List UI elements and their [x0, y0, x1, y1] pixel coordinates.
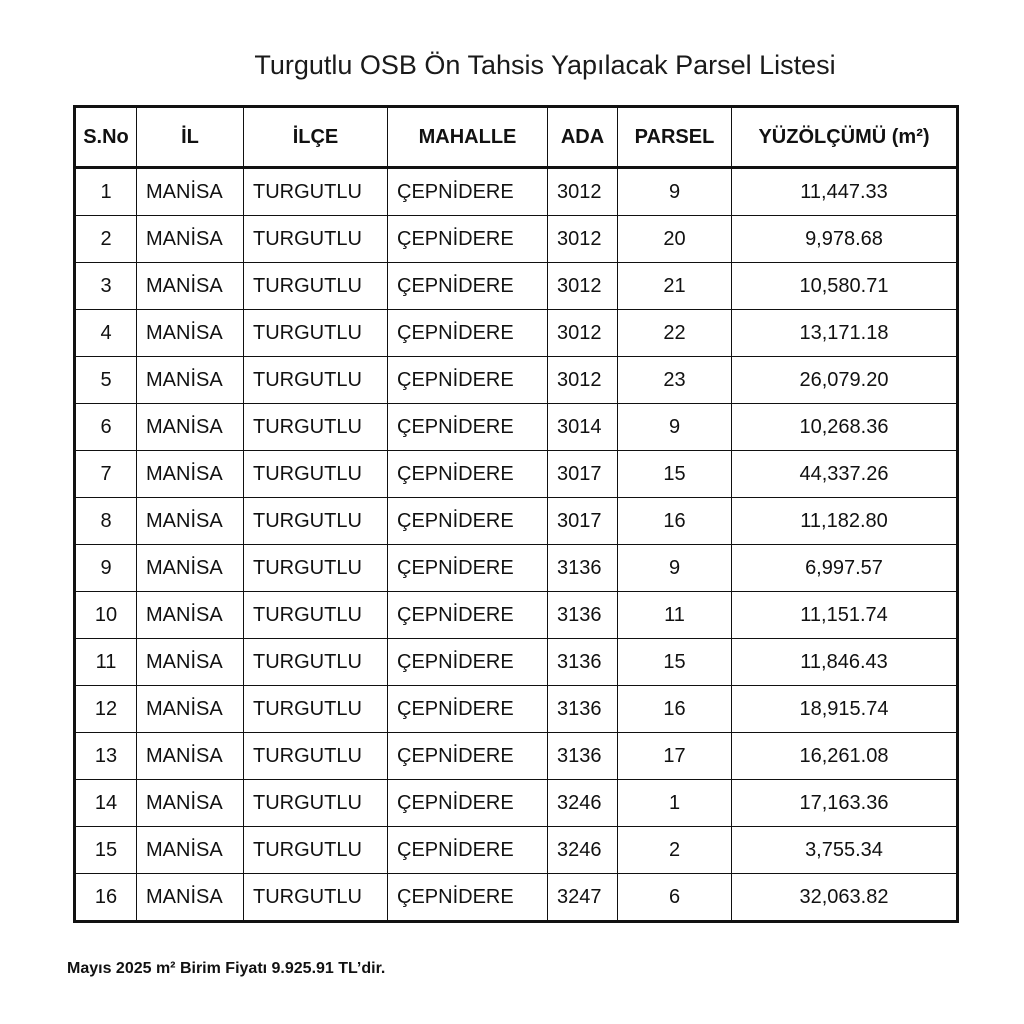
cell-sno: 15	[75, 827, 137, 874]
cell-il: MANİSA	[137, 357, 244, 404]
table-row	[75, 545, 958, 592]
cell-il: MANİSA	[137, 545, 244, 592]
cell-ilce: TURGUTLU	[244, 733, 388, 780]
cell-sno: 5	[75, 357, 137, 404]
cell-il: MANİSA	[137, 639, 244, 686]
cell-ilce: TURGUTLU	[244, 263, 388, 310]
cell-ada: 3246	[548, 827, 618, 874]
cell-mahalle: ÇEPNİDERE	[388, 451, 548, 498]
cell-yuzolcumu: 11,182.80	[732, 498, 958, 545]
cell-ada: 3136	[548, 639, 618, 686]
cell-ada: 3017	[548, 451, 618, 498]
cell-ilce: TURGUTLU	[244, 780, 388, 827]
table-row	[75, 404, 958, 451]
cell-sno: 1	[75, 168, 137, 216]
cell-ada: 3012	[548, 216, 618, 263]
table-row	[75, 733, 958, 780]
cell-il: MANİSA	[137, 498, 244, 545]
cell-ilce: TURGUTLU	[244, 357, 388, 404]
cell-sno: 14	[75, 780, 137, 827]
cell-ada: 3136	[548, 545, 618, 592]
cell-mahalle: ÇEPNİDERE	[388, 686, 548, 733]
cell-ada: 3012	[548, 357, 618, 404]
cell-parsel: 11	[618, 592, 732, 639]
page-title: Turgutlu OSB Ön Tahsis Yapılacak Parsel Listesi	[254, 50, 836, 80]
cell-ada: 3136	[548, 733, 618, 780]
unit-price-note: Mayıs 2025 m² Birim Fiyatı 9.925.91 TL’dir.	[67, 960, 386, 977]
header-ilce: İLÇE	[244, 107, 388, 168]
cell-parsel: 21	[618, 263, 732, 310]
cell-parsel: 23	[618, 357, 732, 404]
table-row	[75, 780, 958, 827]
cell-ilce: TURGUTLU	[244, 874, 388, 922]
header-ada: ADA	[548, 107, 618, 168]
cell-sno: 2	[75, 216, 137, 263]
cell-parsel: 15	[618, 451, 732, 498]
cell-parsel: 9	[618, 545, 732, 592]
cell-il: MANİSA	[137, 874, 244, 922]
parcel-table	[73, 105, 959, 923]
cell-il: MANİSA	[137, 592, 244, 639]
cell-sno: 7	[75, 451, 137, 498]
cell-ilce: TURGUTLU	[244, 498, 388, 545]
cell-ada: 3246	[548, 780, 618, 827]
cell-ada: 3012	[548, 168, 618, 216]
cell-ilce: TURGUTLU	[244, 686, 388, 733]
cell-il: MANİSA	[137, 404, 244, 451]
cell-parsel: 15	[618, 639, 732, 686]
cell-ada: 3017	[548, 498, 618, 545]
cell-mahalle: ÇEPNİDERE	[388, 545, 548, 592]
header-parsel: PARSEL	[618, 107, 732, 168]
cell-il: MANİSA	[137, 733, 244, 780]
cell-ilce: TURGUTLU	[244, 216, 388, 263]
cell-mahalle: ÇEPNİDERE	[388, 592, 548, 639]
cell-yuzolcumu: 9,978.68	[732, 216, 958, 263]
cell-parsel: 16	[618, 498, 732, 545]
cell-parsel: 6	[618, 874, 732, 922]
cell-parsel: 2	[618, 827, 732, 874]
cell-parsel: 20	[618, 216, 732, 263]
table-row	[75, 263, 958, 310]
table-body	[75, 168, 958, 922]
cell-yuzolcumu: 3,755.34	[732, 827, 958, 874]
cell-sno: 9	[75, 545, 137, 592]
cell-mahalle: ÇEPNİDERE	[388, 263, 548, 310]
cell-parsel: 22	[618, 310, 732, 357]
cell-sno: 8	[75, 498, 137, 545]
cell-mahalle: ÇEPNİDERE	[388, 404, 548, 451]
cell-ada: 3247	[548, 874, 618, 922]
cell-yuzolcumu: 26,079.20	[732, 357, 958, 404]
cell-yuzolcumu: 32,063.82	[732, 874, 958, 922]
cell-yuzolcumu: 11,151.74	[732, 592, 958, 639]
cell-ada: 3014	[548, 404, 618, 451]
cell-mahalle: ÇEPNİDERE	[388, 780, 548, 827]
table-row	[75, 216, 958, 263]
cell-ada: 3136	[548, 686, 618, 733]
cell-sno: 3	[75, 263, 137, 310]
cell-il: MANİSA	[137, 827, 244, 874]
cell-yuzolcumu: 6,997.57	[732, 545, 958, 592]
cell-il: MANİSA	[137, 263, 244, 310]
cell-ilce: TURGUTLU	[244, 545, 388, 592]
table-row	[75, 451, 958, 498]
cell-yuzolcumu: 10,268.36	[732, 404, 958, 451]
table-header	[75, 107, 958, 168]
cell-il: MANİSA	[137, 451, 244, 498]
cell-sno: 10	[75, 592, 137, 639]
cell-mahalle: ÇEPNİDERE	[388, 733, 548, 780]
table-row	[75, 357, 958, 404]
table-row	[75, 592, 958, 639]
cell-ilce: TURGUTLU	[244, 451, 388, 498]
cell-il: MANİSA	[137, 686, 244, 733]
cell-ilce: TURGUTLU	[244, 310, 388, 357]
table-row	[75, 639, 958, 686]
cell-ilce: TURGUTLU	[244, 827, 388, 874]
cell-sno: 13	[75, 733, 137, 780]
cell-il: MANİSA	[137, 216, 244, 263]
cell-mahalle: ÇEPNİDERE	[388, 827, 548, 874]
cell-il: MANİSA	[137, 168, 244, 216]
table-row	[75, 874, 958, 922]
header-sno: S.No	[75, 107, 137, 168]
table-row	[75, 310, 958, 357]
cell-il: MANİSA	[137, 310, 244, 357]
cell-mahalle: ÇEPNİDERE	[388, 357, 548, 404]
cell-mahalle: ÇEPNİDERE	[388, 310, 548, 357]
cell-sno: 4	[75, 310, 137, 357]
cell-mahalle: ÇEPNİDERE	[388, 168, 548, 216]
cell-ilce: TURGUTLU	[244, 639, 388, 686]
cell-parsel: 1	[618, 780, 732, 827]
cell-sno: 16	[75, 874, 137, 922]
cell-sno: 12	[75, 686, 137, 733]
cell-ada: 3012	[548, 263, 618, 310]
cell-yuzolcumu: 44,337.26	[732, 451, 958, 498]
cell-mahalle: ÇEPNİDERE	[388, 874, 548, 922]
header-row	[75, 107, 958, 168]
cell-parsel: 9	[618, 404, 732, 451]
cell-ilce: TURGUTLU	[244, 592, 388, 639]
cell-yuzolcumu: 11,447.33	[732, 168, 958, 216]
cell-mahalle: ÇEPNİDERE	[388, 216, 548, 263]
cell-yuzolcumu: 10,580.71	[732, 263, 958, 310]
header-il: İL	[137, 107, 244, 168]
cell-yuzolcumu: 13,171.18	[732, 310, 958, 357]
cell-sno: 6	[75, 404, 137, 451]
table-row	[75, 168, 958, 216]
cell-mahalle: ÇEPNİDERE	[388, 639, 548, 686]
table-row	[75, 498, 958, 545]
cell-parsel: 16	[618, 686, 732, 733]
cell-yuzolcumu: 17,163.36	[732, 780, 958, 827]
cell-ada: 3012	[548, 310, 618, 357]
cell-sno: 11	[75, 639, 137, 686]
cell-ilce: TURGUTLU	[244, 404, 388, 451]
cell-yuzolcumu: 16,261.08	[732, 733, 958, 780]
cell-parsel: 9	[618, 168, 732, 216]
table-row	[75, 686, 958, 733]
cell-mahalle: ÇEPNİDERE	[388, 498, 548, 545]
cell-parsel: 17	[618, 733, 732, 780]
cell-ilce: TURGUTLU	[244, 168, 388, 216]
header-mahalle: MAHALLE	[388, 107, 548, 168]
table-row	[75, 827, 958, 874]
header-yuzolcumu: YÜZÖLÇÜMÜ (m²)	[732, 107, 958, 168]
cell-ada: 3136	[548, 592, 618, 639]
cell-yuzolcumu: 11,846.43	[732, 639, 958, 686]
cell-yuzolcumu: 18,915.74	[732, 686, 958, 733]
cell-il: MANİSA	[137, 780, 244, 827]
